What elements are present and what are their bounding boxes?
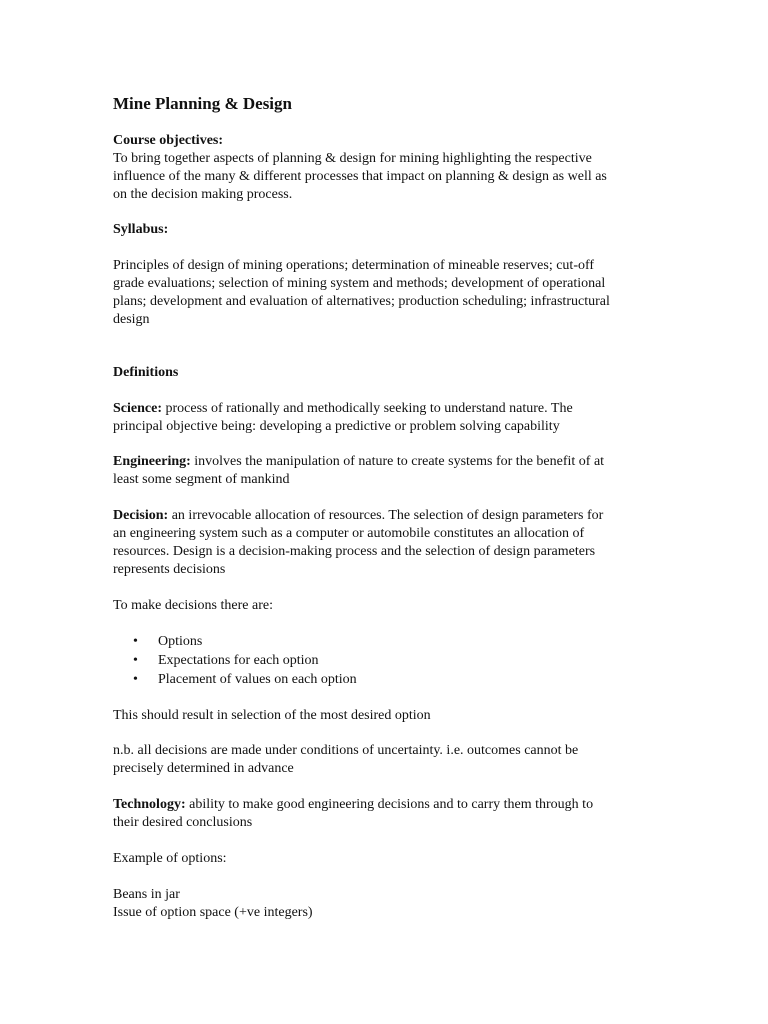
syllabus-heading: Syllabus: bbox=[113, 222, 169, 237]
course-objectives-line: To bring together aspects of planning & design for mining highlighting the respective bbox=[113, 151, 592, 166]
technology-term: Technology: bbox=[113, 797, 186, 812]
list-item bbox=[133, 671, 357, 689]
decision-text-line: an engineering system such as a computer or automobile constitutes an allocation of bbox=[113, 526, 585, 541]
engineering-term: Engineering: bbox=[113, 454, 191, 469]
decision-text-line: resources. Design is a decision-making process and the selection of design parameters bbox=[113, 544, 596, 559]
list-item-label: Options bbox=[158, 634, 203, 649]
syllabus-line: plans; development and evaluation of alternatives; production scheduling; infrastructural bbox=[113, 294, 610, 309]
engineering-definition bbox=[113, 453, 604, 471]
decision-term: Decision: bbox=[113, 508, 169, 523]
engineering-text: involves the manipulation of nature to create systems for the benefit of at bbox=[190, 454, 605, 469]
list-item-label: Expectations for each option bbox=[158, 653, 319, 668]
nb-line: precisely determined in advance bbox=[113, 761, 294, 776]
course-objectives-heading: Course objectives: bbox=[113, 133, 224, 148]
decision-text-line: represents decisions bbox=[113, 562, 226, 577]
syllabus-line: Principles of design of mining operations; determination of mineable reserves; cut-off bbox=[113, 258, 595, 273]
science-text-line: principal objective being: developing a predictive or problem solving capability bbox=[113, 419, 560, 434]
bullet-icon: • bbox=[133, 634, 138, 649]
course-objectives-line: on the decision making process. bbox=[113, 187, 293, 202]
example-intro: Example of options: bbox=[113, 851, 227, 866]
result-line: This should result in selection of the most desired option bbox=[113, 708, 431, 723]
syllabus-line: grade evaluations; selection of mining system and methods; development of operational bbox=[113, 276, 606, 291]
technology-text-line: their desired conclusions bbox=[113, 815, 253, 830]
science-term: Science: bbox=[113, 401, 162, 416]
document-title: Mine Planning & Design bbox=[113, 94, 292, 113]
technology-text: ability to make good engineering decisions and to carry them through to bbox=[185, 797, 594, 812]
list-item bbox=[133, 633, 202, 651]
definitions-heading: Definitions bbox=[113, 365, 179, 380]
example-line: Issue of option space (+ve integers) bbox=[113, 905, 313, 920]
example-line: Beans in jar bbox=[113, 887, 180, 902]
make-decisions-intro: To make decisions there are: bbox=[113, 598, 273, 613]
bullet-icon: • bbox=[133, 653, 138, 668]
list-item-label: Placement of values on each option bbox=[158, 672, 357, 687]
science-definition bbox=[113, 400, 573, 418]
technology-definition bbox=[113, 796, 593, 814]
decision-text: an irrevocable allocation of resources. The selection of design parameters for bbox=[168, 508, 604, 523]
syllabus-line: design bbox=[113, 312, 150, 327]
nb-line: n.b. all decisions are made under conditions of uncertainty. i.e. outcomes cannot be bbox=[113, 743, 579, 758]
list-item bbox=[133, 652, 319, 670]
science-text: process of rationally and methodically seeking to understand nature. The bbox=[161, 401, 573, 416]
course-objectives-line: influence of the many & different processes that impact on planning & design as well as bbox=[113, 169, 607, 184]
decision-definition bbox=[113, 507, 603, 525]
bullet-icon: • bbox=[133, 672, 138, 687]
engineering-text-line: least some segment of mankind bbox=[113, 472, 290, 487]
